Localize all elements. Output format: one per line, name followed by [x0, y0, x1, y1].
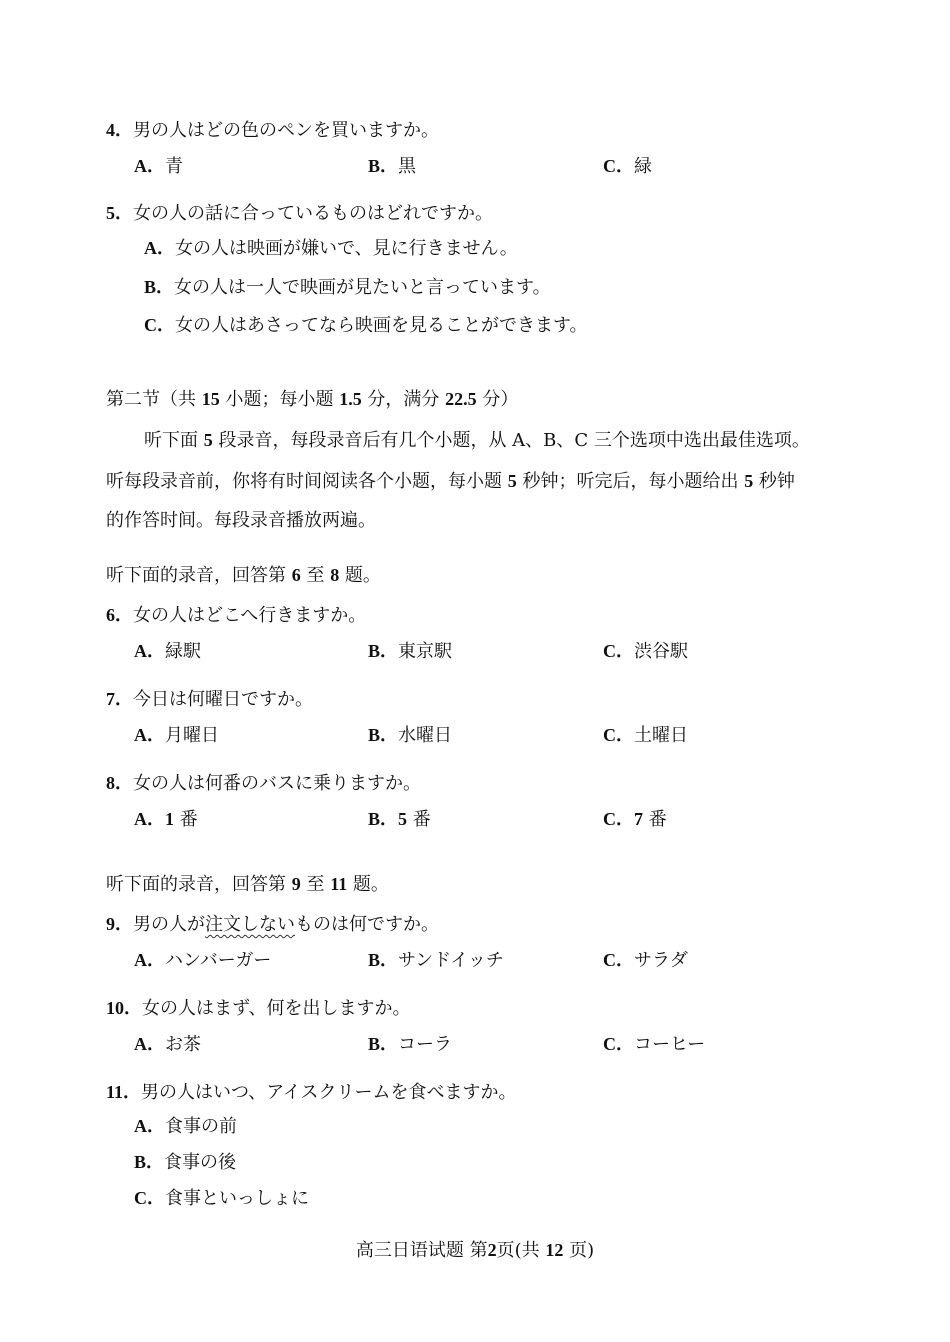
question-number: 5．: [106, 203, 133, 223]
option-text: 番: [174, 809, 198, 830]
option-b: [368, 639, 452, 664]
question-8: [106, 771, 421, 796]
option-label: A．: [134, 1034, 165, 1054]
option-b: [368, 723, 452, 748]
option-text: コーヒー: [634, 1034, 706, 1055]
question-text: 女の人は何番のバスに乗りますか。: [133, 773, 421, 794]
option-a: [134, 1032, 201, 1057]
option-text: 女の人は映画が嫌いで、見に行きません。: [175, 238, 518, 259]
option-text: 緑駅: [165, 641, 201, 662]
option-text: コーラ: [398, 1034, 453, 1055]
group-text: 听下面的录音，回答第: [106, 565, 292, 586]
option-text: 女の人は一人で映画が見たいと言っています。: [174, 277, 551, 298]
option-label: A．: [144, 238, 175, 258]
option-text: 黒: [398, 156, 417, 177]
option-label: B．: [368, 950, 399, 970]
option-label: A．: [134, 950, 165, 970]
instr-text: 听每段录音前，你将有时间阅读各个小题，每小题: [106, 471, 508, 492]
option-label: C．: [603, 156, 634, 176]
option-label: B．: [368, 1034, 399, 1054]
option-text: サンドイッチ: [398, 950, 504, 971]
group-text: 至: [300, 874, 331, 895]
option-label: B．: [144, 277, 175, 297]
option-number: 5: [398, 809, 408, 829]
option-a: [134, 723, 219, 748]
question-number: 6．: [106, 605, 133, 625]
option-c: [603, 948, 688, 973]
question-text: ものは何ですか。: [295, 914, 439, 935]
question-5: [106, 201, 493, 226]
points-total: 22.5: [445, 389, 477, 409]
option-label: B．: [368, 641, 399, 661]
option-c: [603, 723, 688, 748]
page-number: 2: [487, 1240, 497, 1260]
group-to: 8: [330, 565, 340, 585]
option-label: A．: [134, 641, 165, 661]
option-text: 渋谷駅: [634, 641, 688, 662]
option-b: [368, 1032, 452, 1057]
instr-text: 秒钟；听完后，每小题给出: [516, 471, 745, 492]
points-each: 1.5: [339, 389, 362, 409]
option-a: [134, 948, 271, 973]
option-label: C．: [603, 950, 634, 970]
question-number: 10．: [106, 998, 142, 1018]
question-7: [106, 687, 313, 712]
option-c: [603, 1032, 705, 1057]
question-number: 11．: [106, 1082, 142, 1102]
question-10: [106, 996, 411, 1021]
option-label: C．: [603, 1034, 634, 1054]
group-from: 9: [291, 874, 301, 894]
option-label: B．: [368, 809, 399, 829]
option-b: [144, 275, 551, 300]
option-b: [368, 948, 504, 973]
option-text: 水曜日: [398, 725, 453, 746]
option-label: C．: [134, 1188, 165, 1208]
option-text: 月曜日: [165, 725, 219, 746]
group-text: 题。: [339, 565, 381, 586]
option-text: 番: [407, 809, 431, 830]
group-to: 11: [330, 874, 348, 894]
group-text: 至: [300, 565, 331, 586]
option-label: C．: [603, 641, 634, 661]
question-number: 4．: [106, 120, 133, 140]
option-text: 土曜日: [634, 725, 688, 746]
option-text: 女の人はあさってなら映画を見ることができます。: [175, 315, 588, 336]
instr-number: 5: [507, 471, 517, 491]
option-label: B．: [134, 1152, 165, 1172]
option-b: [368, 154, 416, 179]
question-text: 女の人の話に合っているものはどれですか。: [133, 203, 493, 224]
question-11: [106, 1080, 517, 1105]
option-b: [368, 807, 431, 832]
option-c: [144, 313, 588, 338]
option-label: B．: [368, 725, 399, 745]
group-from: 6: [291, 565, 301, 585]
option-label: B．: [368, 156, 399, 176]
option-label: A．: [134, 156, 165, 176]
page-footer: [0, 1238, 950, 1263]
group-instruction-6-8: [106, 563, 381, 588]
instr-text: 的作答时间。每段录音播放两遍。: [106, 510, 376, 531]
option-text: 緑: [634, 156, 652, 177]
heading-text: 分，满分: [361, 389, 446, 410]
option-c: [603, 639, 688, 664]
instr-number: 5: [744, 471, 754, 491]
question-9: [106, 912, 439, 937]
instructions-line-3: [106, 509, 376, 533]
section-heading: [106, 387, 518, 412]
question-text: 女の人はどこへ行きますか。: [133, 605, 367, 626]
instr-text: 段录音，每段录音后有几个小题，从 A、B、C 三个选项中选出最佳选项。: [212, 430, 810, 451]
option-label: C．: [603, 725, 634, 745]
instr-text: 听下面: [144, 430, 204, 451]
heading-text: 小题；每小题: [219, 389, 340, 410]
instructions-line-1: [144, 428, 810, 453]
question-6: [106, 603, 366, 628]
option-text: 東京駅: [398, 641, 453, 662]
option-a: [134, 1114, 237, 1139]
option-text: お茶: [165, 1034, 201, 1055]
question-text: 男の人が: [133, 914, 205, 935]
option-a: [134, 639, 201, 664]
footer-text: 高三日语试题 第: [355, 1240, 488, 1261]
option-a: [134, 807, 198, 832]
option-label: C．: [603, 809, 634, 829]
group-text: 听下面的录音，回答第: [106, 874, 292, 895]
instr-number: 5: [203, 430, 213, 450]
footer-text: 页(共: [496, 1240, 546, 1261]
footer-text: 页): [563, 1240, 595, 1261]
option-label: A．: [134, 1116, 165, 1136]
heading-text: 分）: [476, 389, 519, 410]
instructions-line-2: [106, 469, 795, 494]
heading-text: 第二节（共: [106, 389, 202, 410]
option-a: [144, 236, 518, 261]
group-text: 题。: [347, 874, 389, 895]
option-c: [603, 154, 652, 179]
option-text: ハンバーガー: [165, 950, 272, 971]
group-instruction-9-11: [106, 872, 389, 897]
option-number: 1: [165, 809, 174, 829]
option-label: C．: [144, 315, 175, 335]
option-number: 7: [634, 809, 643, 829]
option-c: [134, 1186, 309, 1211]
question-number: 8．: [106, 773, 133, 793]
question-number: 9．: [106, 914, 133, 934]
option-text: サラダ: [634, 950, 688, 971]
instr-text: 秒钟: [753, 471, 795, 492]
question-text: 男の人はどの色のペンを買いますか。: [133, 120, 439, 141]
option-c: [603, 807, 667, 832]
question-text: 女の人はまず、何を出しますか。: [142, 998, 411, 1019]
page-total: 12: [545, 1240, 564, 1260]
option-label: A．: [134, 725, 165, 745]
option-label: A．: [134, 809, 165, 829]
question-text: 男の人はいつ、アイスクリームを食べますか。: [141, 1082, 517, 1103]
question-count: 15: [201, 389, 220, 409]
option-text: 食事といっしょに: [165, 1188, 309, 1209]
option-text: 食事の後: [164, 1152, 237, 1173]
question-text: 今日は何曜日ですか。: [133, 689, 313, 710]
option-a: [134, 154, 183, 179]
option-text: 食事の前: [165, 1116, 237, 1137]
option-b: [134, 1150, 236, 1175]
question-number: 7．: [106, 689, 133, 709]
emphasized-text: 注文しない: [205, 914, 295, 935]
option-text: 番: [643, 809, 667, 830]
option-text: 青: [165, 156, 183, 177]
question-4: [106, 118, 439, 143]
